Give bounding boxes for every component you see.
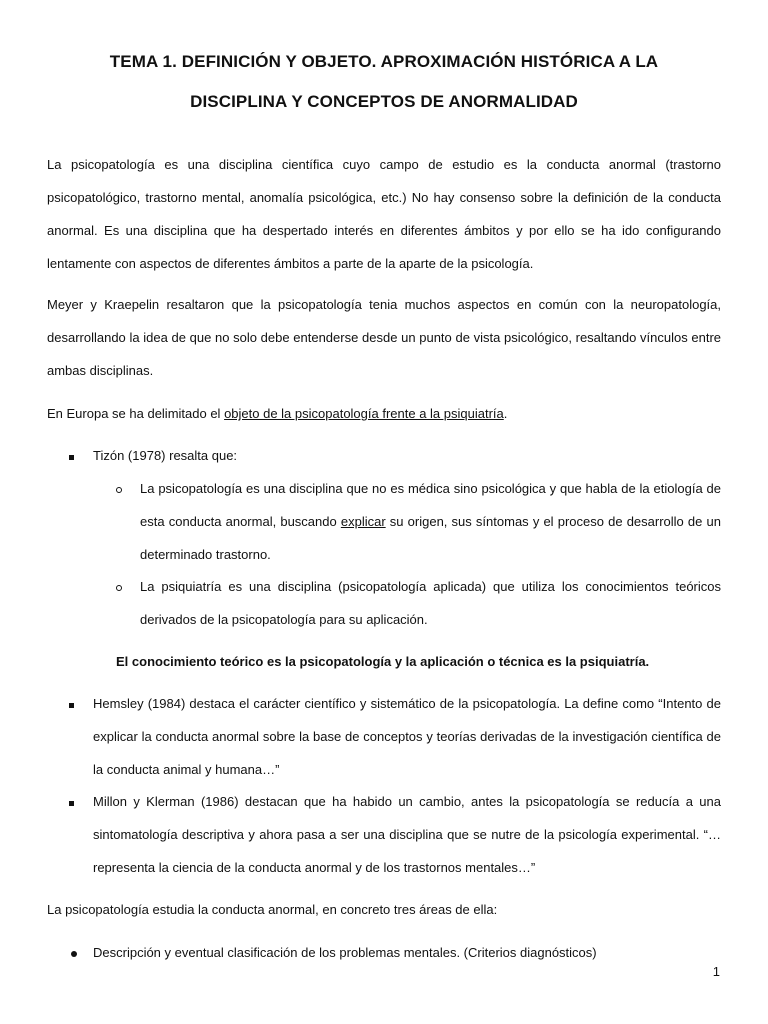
area-item-1: Descripción y eventual clasificación de los problemas mentales. (Criterios diagnósticos)	[93, 945, 597, 960]
underlined-word: explicar	[340, 514, 386, 529]
paragraph-areas-intro: La psicopatología estudia la conducta anormal, en concreto tres áreas de ella:	[47, 902, 498, 917]
paragraph-europa-text: En Europa se ha delimitado el	[47, 406, 225, 421]
sub-item-psicopatologia	[140, 472, 721, 571]
bold-note: El conocimiento teórico es la psicopatología y la aplicación o técnica es la psiquiatría.	[116, 654, 650, 669]
paragraph-meyer-kraepelin: Meyer y Kraepelin resaltaron que la psicopatología tenia muchos aspectos en común con la neuropatología, desarrollando la idea de que no solo debe entenderse desde un punto de vista psicológico, resaltando vínculos entre ambas disciplinas.	[47, 297, 721, 378]
square-bullet-icon	[69, 785, 74, 818]
round-bullet-icon	[71, 936, 77, 969]
title-line-2: DISCIPLINA Y CONCEPTOS DE ANORMALIDAD	[190, 92, 578, 111]
list-item-tizon: Tizón (1978) resalta que:	[93, 448, 238, 463]
square-bullet-icon	[69, 687, 74, 720]
paragraph-europa-end: .	[503, 406, 508, 421]
circle-bullet-icon	[116, 570, 122, 603]
square-bullet-icon	[69, 439, 74, 472]
list-item-millon: Millon y Klerman (1986) destacan que ha habido un cambio, antes la psicopatología se reducía a una sintomatología descriptiva y ahora pasa a ser una disciplina que se nutre de la psicología experimental. “…representa la ciencia de la conducta anormal y de los trastornos mentales…”	[93, 794, 721, 875]
underlined-phrase: objeto de la psicopatología frente a la psiquiatría	[224, 406, 504, 421]
list-item-hemsley: Hemsley (1984) destaca el carácter científico y sistemático de la psicopatología. La define como “Intento de explicar la conducta anormal sobre la base de conceptos y teorías derivadas de la investigación científica de la conducta animal y humana…”	[93, 696, 721, 777]
document-title	[47, 42, 721, 122]
circle-bullet-icon	[116, 472, 122, 505]
paragraph-europa	[47, 397, 721, 430]
paragraph-definition: La psicopatología es una disciplina científica cuyo campo de estudio es la conducta anormal (trastorno psicopatológico, trastorno mental, anomalía psicológica, etc.) No hay consenso sobre la definición de la conducta anormal. Es una disciplina que ha despertado interés en diferentes ámbitos y por ello se ha ido configurando lentamente con aspectos de diferentes ámbitos a parte de la aparte de la psicología.	[47, 157, 721, 271]
page-number: 1	[712, 964, 720, 979]
sub-item-psiquiatria: La psiquiatría es una disciplina (psicopatología aplicada) que utiliza los conocimientos teóricos derivados de la psicopatología para su aplicación.	[140, 579, 721, 627]
sub-item-1-text: La psicopatología es una disciplina que no es médica sino psicológica y que habla de la etiología de esta conducta anormal, buscando	[140, 481, 721, 529]
sub-item-1-end: su origen, sus síntomas y el proceso de desarrollo de un determinado trastorno.	[140, 514, 721, 562]
title-line-1: TEMA 1. DEFINICIÓN Y OBJETO. APROXIMACIÓN HISTÓRICA A LA	[109, 52, 659, 71]
